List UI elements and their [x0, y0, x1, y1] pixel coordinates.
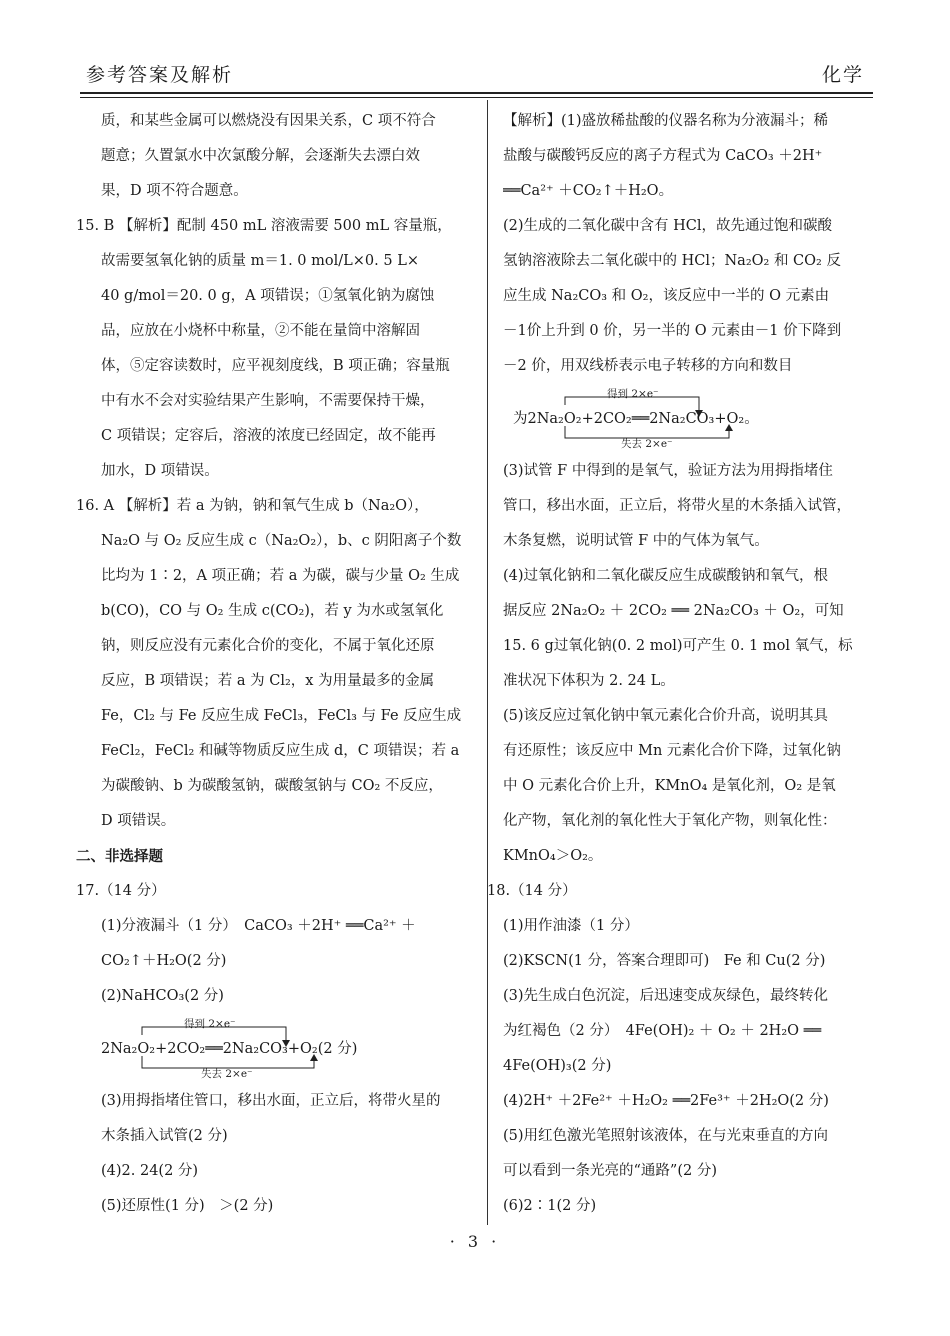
- electron-transfer-diagram: [76, 1014, 470, 1084]
- text-line: 氢钠溶液除去二氧化碳中的 HCl；Na₂O₂ 和 CO₂ 反: [503, 253, 841, 269]
- page-number: · 3 ·: [449, 1232, 501, 1251]
- question-18-heading: 18.（14 分）: [487, 883, 577, 899]
- text-line: 题意；久置氯水中次氯酸分解，会逐渐失去漂白效: [101, 148, 420, 164]
- block-continuation: [76, 104, 470, 209]
- text-line: b(CO)，CO 与 O₂ 生成 c(CO₂)，若 y 为水或氢氧化: [101, 603, 444, 619]
- text-line: 16. A 【解析】若 a 为钠，钠和氧气生成 b（Na₂O），: [76, 498, 429, 514]
- gain-electron-label: 得到 2×e⁻: [184, 1018, 236, 1030]
- text-line: 【解析】(1)盛放稀盐酸的仪器名称为分液漏斗；稀: [503, 113, 829, 129]
- answer-15: [76, 209, 470, 489]
- text-line: 品，应放在小烧杯中称量，②不能在量筒中溶解固: [101, 323, 420, 339]
- text-line: (3)试管 F 中得到的是氧气，验证方法为用拇指堵住: [503, 463, 833, 479]
- text-line: 木条复燃，说明试管 F 中的气体为氧气。: [503, 533, 769, 549]
- text-line: (3)先生成白色沉淀，后迅速变成灰绿色，最终转化: [503, 988, 829, 1004]
- text-line: CO₂↑＋H₂O(2 分): [101, 953, 227, 969]
- text-line: 中 O 元素化合价上升，KMnO₄ 是氧化剂，O₂ 是氧: [503, 778, 836, 794]
- text-line: (5)还原性(1 分) ＞(2 分): [101, 1198, 274, 1214]
- text-line: (3)用拇指堵住管口，移出水面，正立后，将带火星的: [101, 1093, 441, 1109]
- header-title: 参考答案及解析: [86, 64, 234, 86]
- text-line: 4Fe(OH)₃(2 分): [503, 1058, 612, 1074]
- text-line: (2)生成的二氧化碳中含有 HCl，故先通过饱和碳酸: [503, 218, 833, 234]
- text-line: D 项错误。: [101, 813, 176, 829]
- text-line: 木条插入试管(2 分): [101, 1128, 228, 1144]
- text-line: 反应，B 项错误；若 a 为 Cl₂，x 为用量最多的金属: [101, 673, 435, 689]
- reaction-equation: 2Na₂O₂+2CO₂══2Na₂CO₃+O₂(2 分): [101, 1041, 358, 1057]
- answer-18: [503, 909, 877, 1224]
- gain-electron-label: 得到 2×e⁻: [607, 388, 659, 400]
- answer-17: [76, 909, 470, 1224]
- text-line: 加水，D 项错误。: [101, 463, 219, 479]
- text-line: 准状况下体积为 2. 24 L。: [503, 673, 675, 689]
- text-line: 15. B 【解析】配制 450 mL 溶液需要 500 mL 容量瓶，: [76, 218, 452, 234]
- analysis-17: [503, 104, 877, 874]
- text-line: 果，D 项不符合题意。: [101, 183, 248, 199]
- text-line: －2 价，用双线桥表示电子转移的方向和数目: [503, 358, 793, 374]
- electron-transfer-diagram: [503, 384, 877, 454]
- text-line: 为红褐色（2 分） 4Fe(OH)₂ ＋ O₂ ＋ 2H₂O ══: [503, 1023, 822, 1039]
- text-line: 盐酸与碳酸钙反应的离子方程式为 CaCO₃ ＋2H⁺: [503, 148, 823, 164]
- text-line: 40 g/mol＝20. 0 g，A 项错误；①氢氧化钠为腐蚀: [101, 288, 435, 304]
- text-line: (5)用红色激光笔照射该液体，在与光束垂直的方向: [503, 1128, 829, 1144]
- loss-electron-label: 失去 2×e⁻: [621, 438, 673, 450]
- text-line: (1)分液漏斗（1 分） CaCO₃ ＋2H⁺ ══Ca²⁺ ＋: [101, 918, 416, 934]
- right-column: [487, 104, 877, 1224]
- text-line: (6)2∶1(2 分): [503, 1198, 597, 1214]
- text-line: (1)用作油漆（1 分）: [503, 918, 639, 934]
- header-rule-thin: [80, 97, 873, 98]
- text-line: KMnO₄＞O₂。: [503, 848, 603, 864]
- text-line: (5)该反应过氧化钠中氧元素化合价升高，说明其具: [503, 708, 829, 724]
- text-line: 15. 6 g过氧化钠(0. 2 mol)可产生 0. 1 mol 氧气，标: [503, 638, 853, 654]
- text-line: 中有水不会对实验结果产生影响，不需要保持干燥，: [101, 393, 435, 409]
- text-line: －1价上升到 0 价，另一半的 O 元素由－1 价下降到: [503, 323, 842, 339]
- text-line: (2)NaHCO₃(2 分): [101, 988, 224, 1004]
- header-subject: 化学: [821, 64, 864, 86]
- text-line: 质，和某些金属可以燃烧没有因果关系，C 项不符合: [101, 113, 436, 129]
- text-line: (4)过氧化钠和二氧化碳反应生成碳酸钠和氧气，根: [503, 568, 829, 584]
- text-line: 钠，则反应没有元素化合价的变化，不属于氧化还原: [101, 638, 435, 654]
- text-line: C 项错误；定容后，溶液的浓度已经固定，故不能再: [101, 428, 436, 444]
- left-column: [76, 104, 470, 1224]
- text-line: Na₂O 与 O₂ 反应生成 c（Na₂O₂），b、c 阴阳离子个数: [101, 533, 462, 549]
- text-line: Fe，Cl₂ 与 Fe 反应生成 FeCl₃，FeCl₃ 与 Fe 反应生成: [101, 708, 462, 724]
- loss-electron-label: 失去 2×e⁻: [201, 1068, 253, 1080]
- text-line: FeCl₂，FeCl₂ 和碱等物质反应生成 d，C 项错误；若 a: [101, 743, 460, 759]
- reaction-equation: 为2Na₂O₂+2CO₂══2Na₂CO₃+O₂。: [513, 411, 759, 427]
- text-line: 管口，移出水面，正立后，将带火星的木条插入试管，: [503, 498, 851, 514]
- header-rule-thick: [80, 92, 873, 94]
- text-line: (2)KSCN(1 分，答案合理即可) Fe 和 Cu(2 分): [503, 953, 826, 969]
- text-line: 应生成 Na₂CO₃ 和 O₂，该反应中一半的 O 元素由: [503, 288, 830, 304]
- section-title: 二、非选择题: [76, 848, 163, 865]
- text-line: 据反应 2Na₂O₂ ＋ 2CO₂ ══ 2Na₂CO₃ ＋ O₂，可知: [503, 603, 844, 619]
- text-line: ══Ca²⁺ ＋CO₂↑＋H₂O。: [503, 183, 674, 199]
- text-line: 比均为 1∶2，A 项正确；若 a 为碳，碳与少量 O₂ 生成: [101, 568, 460, 584]
- text-line: 体，⑤定容读数时，应平视刻度线，B 项正确；容量瓶: [101, 358, 450, 374]
- column-divider: [487, 100, 488, 1225]
- answer-16: [76, 489, 470, 839]
- text-line: 故需要氢氧化钠的质量 m＝1. 0 mol/L×0. 5 L×: [101, 253, 419, 269]
- text-line: 可以看到一条光亮的“通路”(2 分): [503, 1163, 717, 1179]
- text-line: 为碳酸钠、b 为碳酸氢钠，碳酸氢钠与 CO₂ 不反应，: [101, 778, 443, 794]
- text-line: 有还原性；该反应中 Mn 元素化合价下降，过氧化钠: [503, 743, 841, 759]
- text-line: (4)2. 24(2 分): [101, 1163, 199, 1179]
- text-line: 化产物，氧化剂的氧化性大于氧化产物，则氧化性：: [503, 813, 837, 829]
- question-17-heading: 17.（14 分）: [76, 883, 166, 899]
- text-line: (4)2H⁺ ＋2Fe²⁺ ＋H₂O₂ ══2Fe³⁺ ＋2H₂O(2 分): [503, 1093, 829, 1109]
